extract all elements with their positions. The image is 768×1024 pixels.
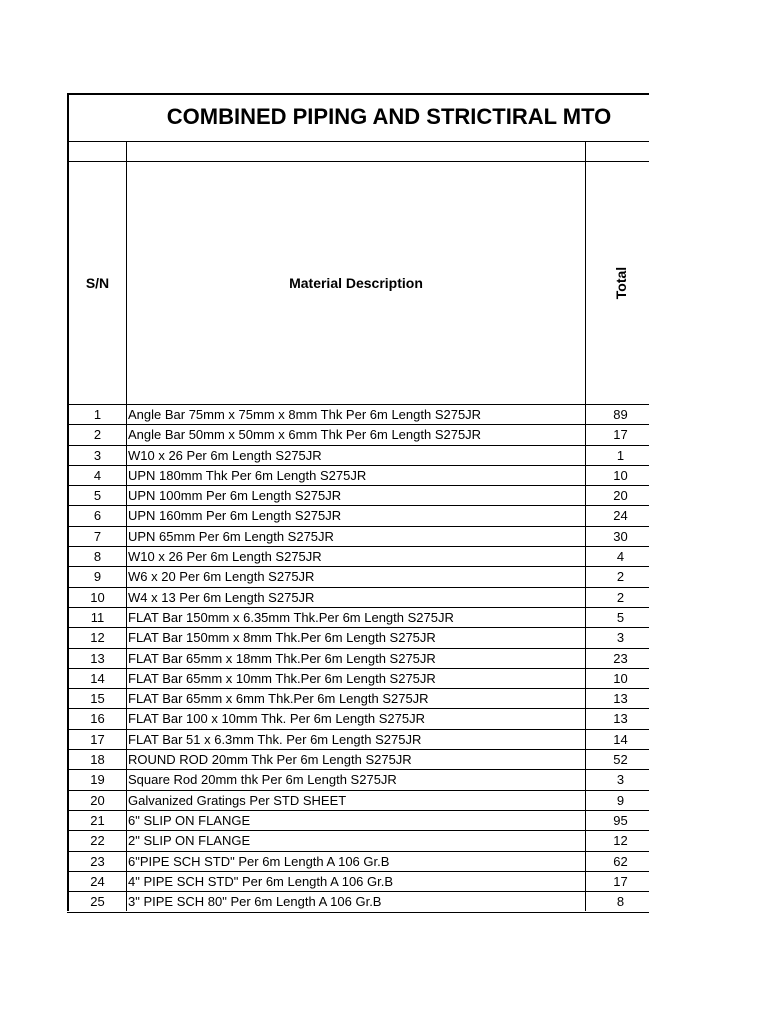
table-row (67, 465, 649, 485)
spacer-cell (585, 141, 649, 161)
row-description-cell[interactable]: UPN 100mm Per 6m Length S275JR (126, 485, 585, 505)
row-total-cell[interactable]: 30 (585, 526, 649, 546)
row-total-cell[interactable]: 1 (585, 445, 649, 465)
title-row (67, 93, 649, 141)
row-total-cell[interactable]: 20 (585, 485, 649, 505)
row-total-cell[interactable]: 10 (585, 668, 649, 688)
row-description-cell[interactable]: Angle Bar 75mm x 75mm x 8mm Thk Per 6m Length S275JR (126, 404, 585, 424)
row-total-cell[interactable]: 13 (585, 688, 649, 708)
header-cell-sn (67, 161, 126, 404)
header-description-label: Material Description (289, 275, 423, 291)
row-total-cell[interactable]: 95 (585, 810, 649, 830)
table-row (67, 445, 649, 465)
table-row (67, 708, 649, 728)
row-total-cell[interactable]: 8 (585, 891, 649, 911)
table-row (67, 851, 649, 871)
row-total-cell[interactable]: 23 (585, 648, 649, 668)
row-total-cell[interactable]: 13 (585, 708, 649, 728)
document-title: COMBINED PIPING AND STRICTIRAL MTO (166, 104, 612, 129)
table-row (67, 607, 649, 627)
row-total-cell[interactable]: 24 (585, 505, 649, 525)
table-row (67, 830, 649, 850)
row-description-cell[interactable]: Angle Bar 50mm x 50mm x 6mm Thk Per 6m Length S275JR (126, 424, 585, 444)
row-description-cell[interactable]: FLAT Bar 150mm x 6.35mm Thk.Per 6m Length S275JR (126, 607, 585, 627)
table-row (67, 424, 649, 444)
row-total-cell[interactable]: 14 (585, 729, 649, 749)
row-sn-cell[interactable]: 15 (67, 688, 126, 708)
row-sn-cell[interactable]: 4 (67, 465, 126, 485)
table-row (67, 790, 649, 810)
row-sn-cell[interactable]: 8 (67, 546, 126, 566)
table-row (67, 566, 649, 586)
table-row (67, 810, 649, 830)
row-total-cell[interactable]: 17 (585, 871, 649, 891)
row-sn-cell[interactable]: 18 (67, 749, 126, 769)
row-sn-cell[interactable]: 24 (67, 871, 126, 891)
row-description-cell[interactable]: FLAT Bar 100 x 10mm Thk. Per 6m Length S275JR (126, 708, 585, 728)
table-row (67, 668, 649, 688)
row-sn-cell[interactable]: 10 (67, 587, 126, 607)
row-total-cell[interactable]: 2 (585, 587, 649, 607)
row-description-cell[interactable]: Square Rod 20mm thk Per 6m Length S275JR (126, 769, 585, 789)
row-description-cell[interactable]: 3" PIPE SCH 80" Per 6m Length A 106 Gr.B (126, 891, 585, 911)
row-sn-cell[interactable]: 22 (67, 830, 126, 850)
header-total-label: Total (612, 266, 629, 300)
row-description-cell[interactable]: 2" SLIP ON FLANGE (126, 830, 585, 850)
row-total-cell[interactable]: 2 (585, 566, 649, 586)
table-row (67, 526, 649, 546)
row-description-cell[interactable]: 6"PIPE SCH STD" Per 6m Length A 106 Gr.B (126, 851, 585, 871)
row-description-cell[interactable]: 6" SLIP ON FLANGE (126, 810, 585, 830)
table-row (67, 627, 649, 647)
row-sn-cell[interactable]: 7 (67, 526, 126, 546)
row-sn-cell[interactable]: 21 (67, 810, 126, 830)
row-total-cell[interactable]: 3 (585, 769, 649, 789)
row-total-cell[interactable]: 89 (585, 404, 649, 424)
spacer-cell (126, 141, 585, 161)
row-description-cell[interactable]: W4 x 13 Per 6m Length S275JR (126, 587, 585, 607)
table-row (67, 587, 649, 607)
row-description-cell[interactable]: Galvanized Gratings Per STD SHEET (126, 790, 585, 810)
row-sn-cell[interactable]: 16 (67, 708, 126, 728)
table-row (67, 871, 649, 891)
row-sn-cell[interactable]: 9 (67, 566, 126, 586)
row-total-cell[interactable]: 10 (585, 465, 649, 485)
spacer-row (67, 141, 649, 161)
spacer-cell (67, 141, 126, 161)
row-description-cell[interactable]: UPN 65mm Per 6m Length S275JR (126, 526, 585, 546)
row-sn-cell[interactable]: 1 (67, 404, 126, 424)
row-description-cell[interactable]: FLAT Bar 65mm x 10mm Thk.Per 6m Length S275JR (126, 668, 585, 688)
row-sn-cell[interactable]: 17 (67, 729, 126, 749)
row-sn-cell[interactable]: 25 (67, 891, 126, 911)
row-description-cell[interactable]: FLAT Bar 51 x 6.3mm Thk. Per 6m Length S275JR (126, 729, 585, 749)
row-sn-cell[interactable]: 23 (67, 851, 126, 871)
row-description-cell[interactable]: ROUND ROD 20mm Thk Per 6m Length S275JR (126, 749, 585, 769)
row-sn-cell[interactable]: 12 (67, 627, 126, 647)
row-description-cell[interactable]: 4" PIPE SCH STD" Per 6m Length A 106 Gr.B (126, 871, 585, 891)
row-total-cell[interactable]: 5 (585, 607, 649, 627)
table-row (67, 729, 649, 749)
table-body (67, 404, 649, 911)
table-row (67, 546, 649, 566)
row-total-cell[interactable]: 3 (585, 627, 649, 647)
spreadsheet-page (67, 93, 649, 913)
row-total-cell[interactable]: 52 (585, 749, 649, 769)
table-row (67, 769, 649, 789)
table-row (67, 505, 649, 525)
table-row (67, 404, 649, 424)
header-cell-description (126, 161, 585, 404)
table-bottom-border (67, 912, 649, 913)
row-total-cell[interactable]: 4 (585, 546, 649, 566)
row-description-cell[interactable]: FLAT Bar 65mm x 6mm Thk.Per 6m Length S275JR (126, 688, 585, 708)
table-row (67, 688, 649, 708)
row-description-cell[interactable]: FLAT Bar 150mm x 8mm Thk.Per 6m Length S275JR (126, 627, 585, 647)
row-sn-cell[interactable]: 2 (67, 424, 126, 444)
row-total-cell[interactable]: 9 (585, 790, 649, 810)
table-row (67, 891, 649, 911)
row-total-cell[interactable]: 17 (585, 424, 649, 444)
row-description-cell[interactable]: W10 x 26 Per 6m Length S275JR (126, 445, 585, 465)
row-sn-cell[interactable]: 3 (67, 445, 126, 465)
header-row (67, 161, 649, 404)
row-sn-cell[interactable]: 19 (67, 769, 126, 789)
row-sn-cell[interactable]: 5 (67, 485, 126, 505)
table-row (67, 485, 649, 505)
header-cell-total (585, 161, 649, 404)
row-description-cell[interactable]: W10 x 26 Per 6m Length S275JR (126, 546, 585, 566)
row-sn-cell[interactable]: 14 (67, 668, 126, 688)
row-description-cell[interactable]: UPN 160mm Per 6m Length S275JR (126, 505, 585, 525)
row-sn-cell[interactable]: 11 (67, 607, 126, 627)
row-sn-cell[interactable]: 6 (67, 505, 126, 525)
row-sn-cell[interactable]: 13 (67, 648, 126, 668)
row-sn-cell[interactable]: 20 (67, 790, 126, 810)
row-description-cell[interactable]: FLAT Bar 65mm x 18mm Thk.Per 6m Length S275JR (126, 648, 585, 668)
row-total-cell[interactable]: 62 (585, 851, 649, 871)
table-row (67, 749, 649, 769)
row-description-cell[interactable]: UPN 180mm Thk Per 6m Length S275JR (126, 465, 585, 485)
header-sn-label: S/N (85, 275, 110, 291)
row-description-cell[interactable]: W6 x 20 Per 6m Length S275JR (126, 566, 585, 586)
table-row (67, 648, 649, 668)
row-total-cell[interactable]: 12 (585, 830, 649, 850)
